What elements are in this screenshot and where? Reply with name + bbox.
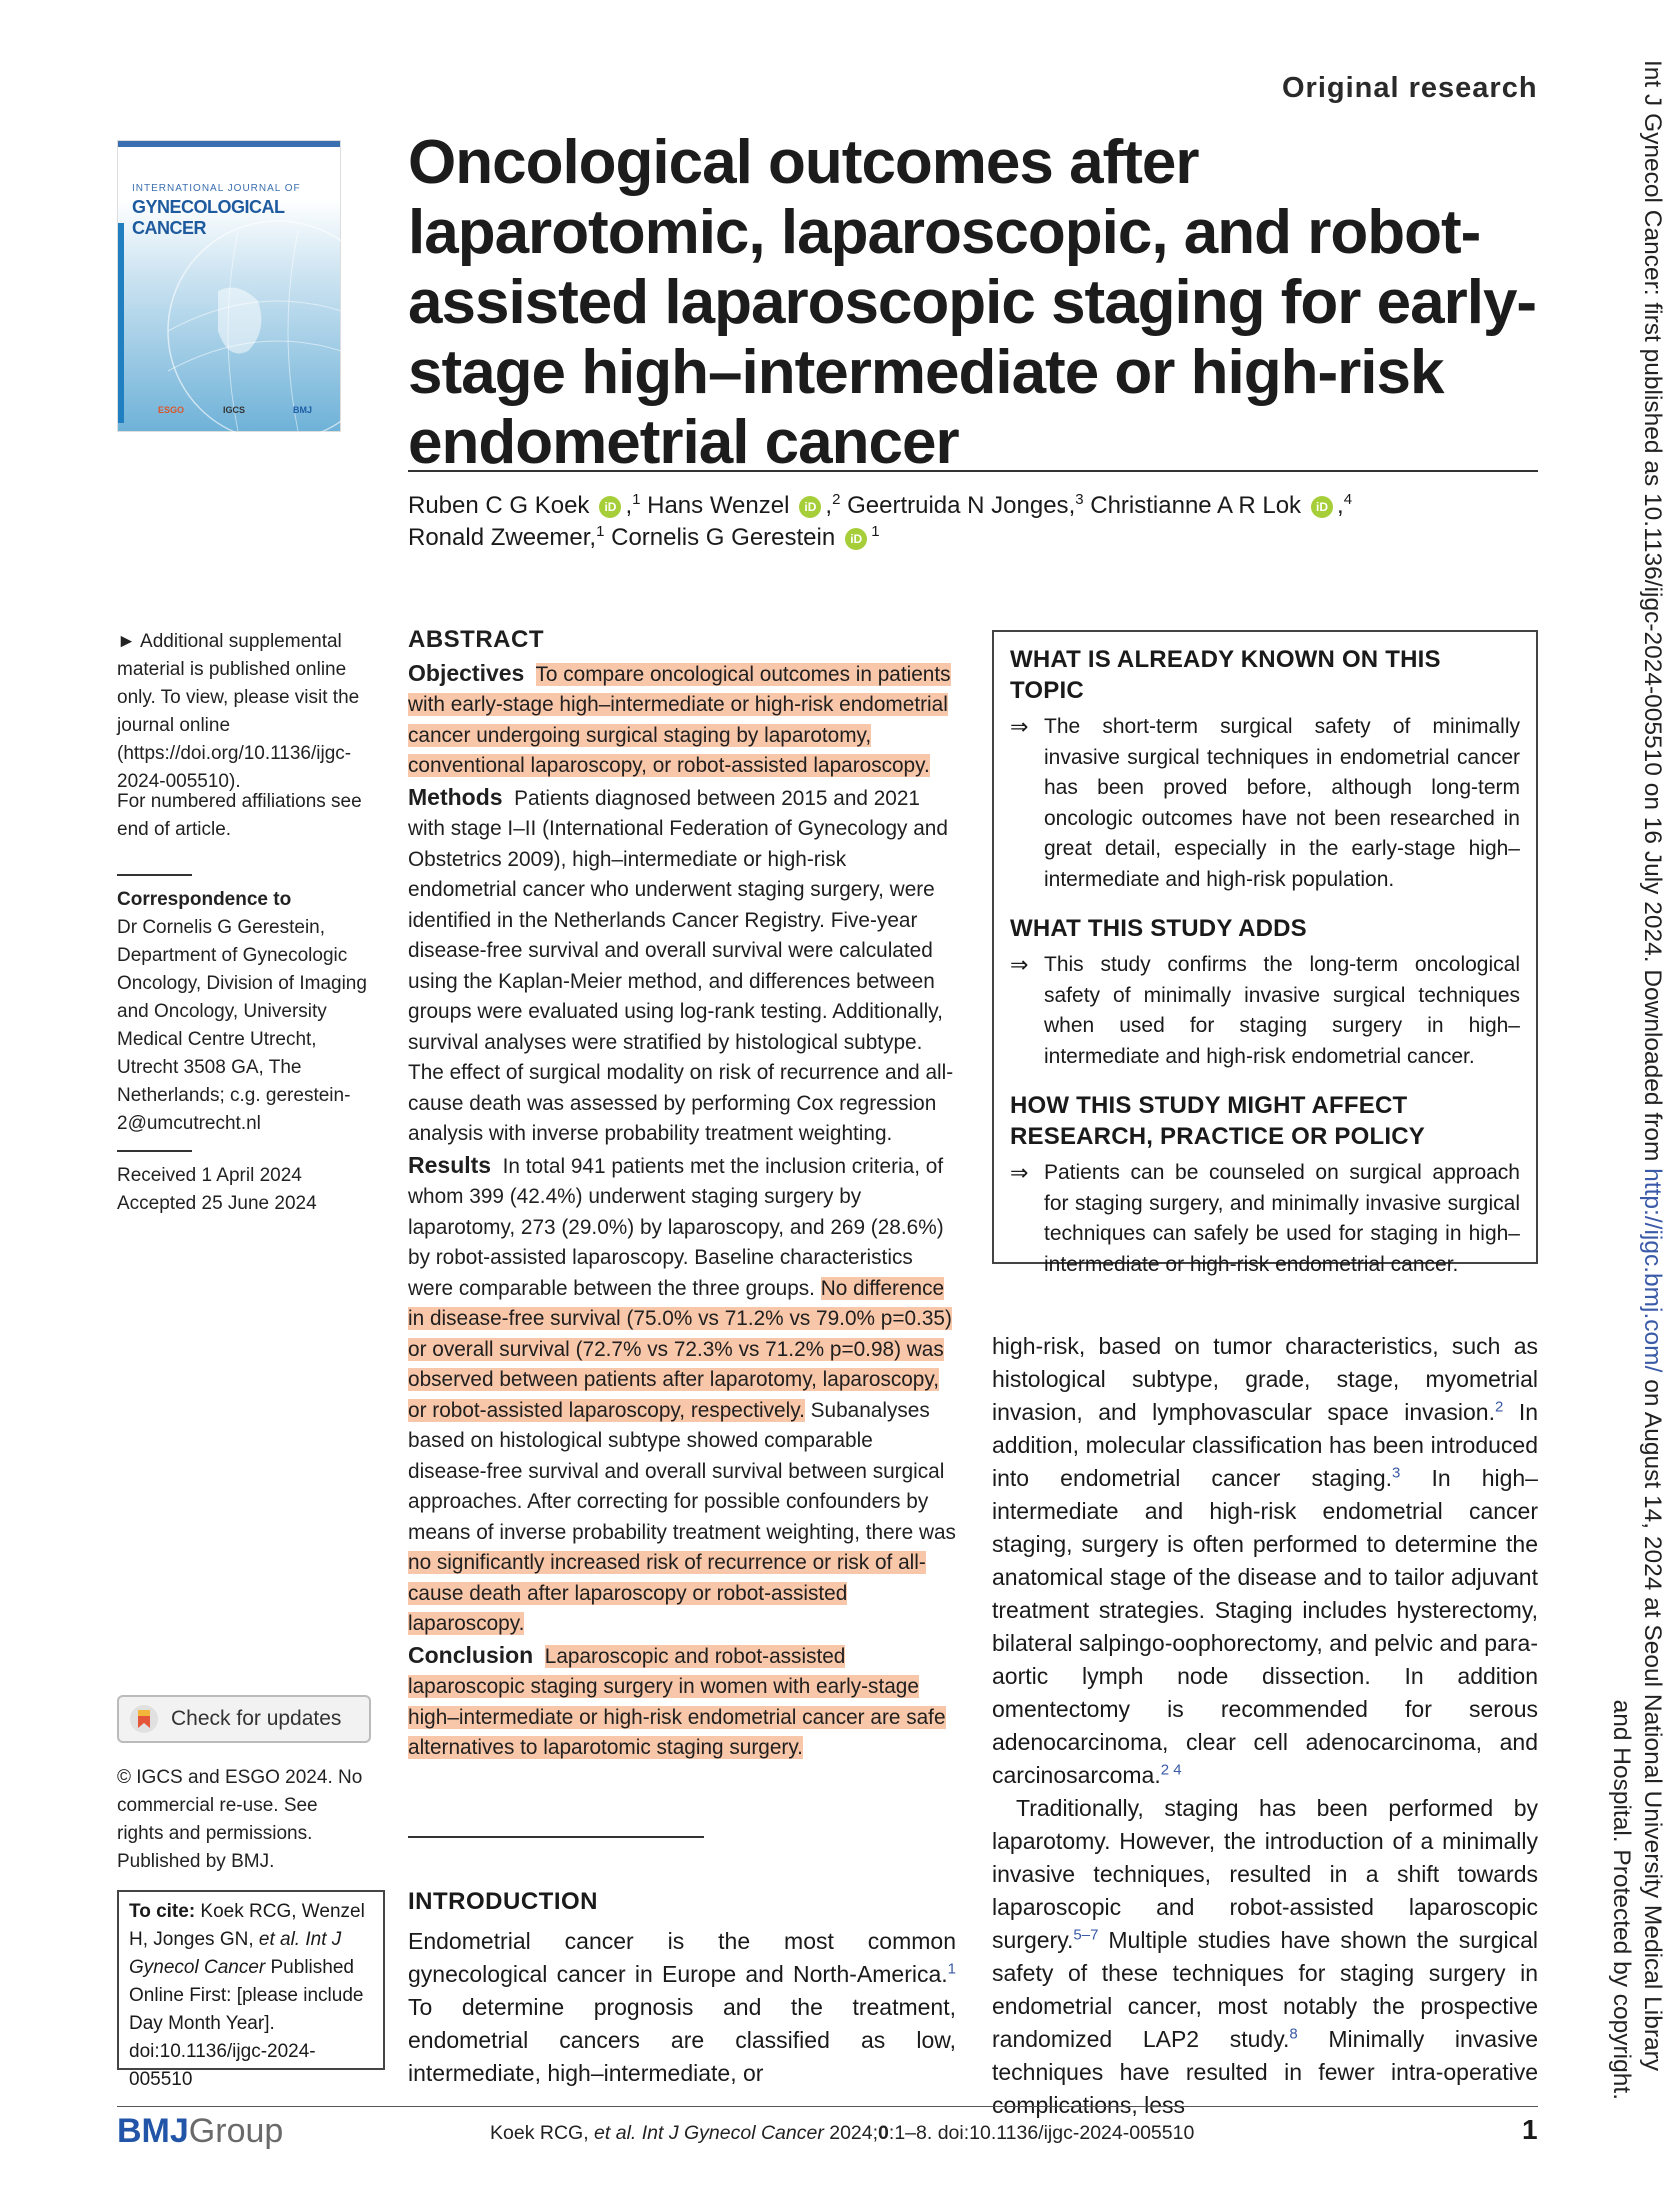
results-highlight: No difference in disease-free survival (75.0% vs 71.2% vs 79.0% p=0.35) or overall survival (72.7% vs 72.3% vs 71.2% p=0.98) was observed between patients after laparotomy, laparoscopy, or robot-assisted laparoscopy, respectively. — [408, 1276, 952, 1422]
article-title: Oncological outcomes after laparotomic, laparoscopic, and robot-assisted laparoscopic staging for early-stage high–intermediate or high-risk endometrial cancer — [408, 128, 1537, 477]
citation-link[interactable]: 8 — [1289, 2025, 1298, 2043]
copyright-note: © IGCS and ESGO 2024. No commercial re-use. See rights and permissions. Published by BMJ. — [117, 1767, 363, 1872]
footer-divider — [117, 2106, 1538, 2107]
footer-text: :1–8. doi:10.1136/ijgc-2024-005510 — [888, 2122, 1195, 2144]
abstract-methods — [408, 782, 956, 1150]
check-updates-button[interactable] — [117, 1695, 371, 1743]
results-label: Results — [408, 1151, 492, 1178]
results-text: In total 941 patients met the inclusion criteria, of whom 399 (42.4%) underwent staging surgery by laparotomy, 273 (29.0%) by laparoscopy, and 269 (28.6%) by robot-assisted laparoscopy. Baseline characteristics were comparable between the three groups. — [408, 1154, 944, 1300]
affect-item — [1010, 1158, 1520, 1280]
body-text: Multiple studies have shown the surgical safety of these techniques for staging surgery in endometrial cancer, most notably the prospective randomized LAP2 study. — [992, 1927, 1538, 2052]
page-number: 1 — [1522, 2114, 1538, 2145]
introduction-heading: INTRODUCTION — [408, 1888, 598, 1915]
cover-logo-bmj: BMJ — [293, 405, 313, 415]
known-item — [1010, 712, 1520, 895]
author-name: Cornelis G Gerestein — [611, 524, 836, 551]
objectives-label: Objectives — [408, 659, 525, 686]
author-name: Ronald Zweemer — [408, 524, 590, 551]
abstract-heading: ABSTRACT — [408, 626, 544, 653]
affiliations-note: For numbered affiliations see end of article. — [117, 791, 362, 840]
title-divider — [408, 470, 1538, 472]
citation-link[interactable]: 5–7 — [1073, 1926, 1099, 1944]
cover-logo-esgo: ESGO — [158, 405, 185, 415]
body-text: high-risk, based on tumor characteristics, such as histological subtype, grade, stage, myometrial invasion, and lymphovascular space invasion. — [992, 1333, 1538, 1425]
abstract-objectives — [408, 658, 956, 782]
cover-strip — [118, 141, 340, 147]
cite-text: Koek RCG, Wenzel H, Jonges GN, — [129, 1901, 365, 1950]
sidebar-divider — [117, 874, 192, 876]
adds-heading: WHAT THIS STUDY ADDS — [1010, 915, 1307, 942]
bmj-group-logo — [117, 2112, 283, 2151]
intro-text: Endometrial cancer is the most common gynecological cancer in Europe and North-America. — [408, 1928, 956, 1987]
correspondence-text: Dr Cornelis G Gerestein, Department of Gynecologic Oncology, Division of Imaging and Oncology, University Medical Centre Utrecht, Utrecht 3508 GA, The Netherlands; c.g. gerestein-2@umcutrecht.nl — [117, 917, 367, 1134]
author-list: Ruben C G Koek iD ,$^1$ Hans Wenzel iD ,$^2$ Geertruida N Jonges,$^3$ Christianne A R Lok iD ,$^4$ Ronald Zweemer,$^1$ Cornelis G Gerestein iD $^1$ — [408, 491, 1353, 551]
intro-text: To determine prognosis and the treatment, endometrial cancers are classified as low, intermediate, high–intermediate, or — [408, 1994, 956, 2086]
paragraph — [992, 1330, 1538, 1792]
cite-journal: et al. Int J Gynecol Cancer — [129, 1929, 342, 1978]
logo-text: Group — [188, 2112, 284, 2150]
cover-sidebar — [118, 223, 124, 423]
footer-volume: 0 — [878, 2122, 889, 2144]
objectives-text: To compare oncological outcomes in patients with early-stage high–intermediate or high-risk endometrial cancer undergoing surgical staging by laparotomy, conventional laparoscopy, or robot-assisted laparoscopy. — [408, 662, 951, 777]
correspondence-label: Correspondence to — [117, 889, 292, 910]
orcid-icon[interactable]: iD — [845, 528, 867, 550]
results-highlight: no significantly increased risk of recurrence or risk of all-cause death after laparoscopy or robot-assisted laparoscopy. — [408, 1551, 926, 1635]
footer-citation — [490, 2122, 1194, 2145]
citation-link[interactable]: 1 — [947, 1960, 956, 1978]
results-text: Subanalyses based on histological subtype showed comparable disease-free survival and overall survival between surgical approaches. After correcting for possible confounders by means of inverse probability treatment weighting, there was — [408, 1398, 956, 1544]
author-affiliation: 1 — [871, 523, 880, 540]
author-name: Ruben C G Koek — [408, 492, 590, 519]
citation-link[interactable]: 2 4 — [1160, 1761, 1182, 1779]
orcid-icon[interactable]: iD — [599, 496, 621, 518]
cite-label: To cite: — [129, 1901, 196, 1922]
body-text: In high–intermediate and high-risk endometrial cancer staging, surgery is often performed to determine the anatomical stage of the disease and to tailor adjuvant treatment strategies. Staging includes hysterectomy, bilateral salpingo-oophorectomy, and pelvic and para-aortic lymph node dissection. In addition omentectomy is recommended for serous adenocarcinoma, clear cell adenocarcinoma, and carcinosarcoma. — [992, 1465, 1538, 1788]
implies-arrow-icon: ⇒ — [1010, 1160, 1029, 1185]
author-affiliation: 4 — [1343, 491, 1353, 508]
cover-title-line2: GYNECOLOGICAL CANCER — [132, 197, 285, 238]
conclusion-label: Conclusion — [408, 1641, 534, 1668]
vertical-text-b: on August 14, 2024 at Seoul National University Medical Library — [1639, 1372, 1666, 2072]
conclusion-text: Laparoscopic and robot-assisted laparoscopic staging surgery in women with early-stage high–intermediate or high-risk endometrial cancer are safe alternatives to laparotomic staging surgery. — [408, 1644, 946, 1759]
adds-text: This study confirms the long-term oncological safety of minimally invasive surgical techniques when used for staging surgery in high–intermediate and high-risk endometrial cancer. — [1044, 953, 1520, 1068]
correspondence-block — [117, 886, 367, 1138]
journal-link[interactable]: http://ijgc.bmj.com/ — [1639, 1168, 1666, 1373]
implies-arrow-icon: ⇒ — [1010, 714, 1029, 739]
author-affiliation: 2 — [832, 491, 841, 508]
cite-text: Published Online First: [please include Day Month Year]. doi:10.1136/ijgc-2024-005510 — [129, 1957, 364, 2090]
methods-label: Methods — [408, 783, 503, 810]
journal-cover-image — [117, 140, 341, 432]
cover-title-line1: INTERNATIONAL JOURNAL OF — [132, 183, 301, 194]
section-label: Original research — [1282, 72, 1538, 104]
body-text: In addition, molecular classification has been introduced into endometrial cancer staging. — [992, 1399, 1538, 1491]
dates-block — [117, 1162, 367, 1218]
adds-item — [1010, 950, 1520, 1072]
citation-link[interactable]: 2 — [1495, 1398, 1504, 1416]
vertical-copyright-note — [1582, 60, 1668, 2140]
introduction-paragraph — [408, 1925, 956, 2090]
key-messages-box — [992, 630, 1538, 1276]
orcid-icon[interactable]: iD — [1311, 496, 1333, 518]
author-name: Christianne A R Lok — [1090, 492, 1302, 519]
bookmark-icon — [129, 1704, 159, 1734]
author-name: Hans Wenzel — [647, 492, 790, 519]
logo-text: BMJ — [117, 2112, 189, 2150]
methods-text: Patients diagnosed between 2015 and 2021 with stage I–II (International Federation of Gynecology and Obstetrics 2009), high–intermediate or high-risk endometrial cancer who underwent staging surgery, were identified in the Netherlands Cancer Registry. Five-year disease-free survival and overall survival were calculated using the Kaplan-Meier method, and differences between groups were evaluated using log-rank testing. Additionally, survival analyses were stratified by histological subtype. The effect of surgical modality on risk of recurrence and all-cause death was assessed by performing Cox regression analysis with inverse probability treatment weighting. — [408, 786, 954, 1145]
vertical-text-a: Int J Gynecol Cancer: first published as 10.1136/ijgc-2024-005510 on 16 July 2024. Downloaded from — [1639, 60, 1666, 1169]
vertical-line-1 — [1637, 60, 1668, 2140]
abstract-divider — [408, 1836, 704, 1838]
body-text: Minimally invasive techniques have resulted in fewer intra-operative complications, less — [992, 2026, 1538, 2118]
sidebar-divider — [117, 1150, 192, 1152]
implies-arrow-icon: ⇒ — [1010, 952, 1029, 977]
author-affiliation: 1 — [596, 523, 605, 540]
affect-heading: HOW THIS STUDY MIGHT AFFECT RESEARCH, PRACTICE OR POLICY — [1010, 1092, 1425, 1150]
footer-text: 2024; — [823, 2122, 879, 2144]
cite-box — [117, 1890, 385, 2090]
supplemental-note: ► Additional supplemental material is published online only. To view, please visit the journal online (https://doi.org/10.1136/ijgc-2024-005510). — [117, 631, 360, 792]
paragraph — [992, 1792, 1538, 2122]
footer-journal: et al. Int J Gynecol Cancer — [594, 2122, 824, 2144]
accepted-date: Accepted 25 June 2024 — [117, 1193, 317, 1214]
abstract — [408, 625, 956, 1764]
body-text: Traditionally, staging has been performed by laparotomy. However, the introduction of a minimally invasive techniques, resulted in a shift towards laparoscopic and robot-assisted laparoscopic surgery. — [992, 1795, 1538, 1953]
vertical-text — [1582, 60, 1668, 2140]
known-heading: WHAT IS ALREADY KNOWN ON THIS TOPIC — [1010, 646, 1441, 704]
citation-link[interactable]: 3 — [1392, 1464, 1401, 1482]
cover-logo-igcs: IGCS — [223, 405, 246, 415]
author-name: Geertruida N Jonges — [847, 492, 1069, 519]
check-updates-label: Check for updates — [171, 1707, 342, 1730]
vertical-line-2: and Hospital. Protected by copyright. — [1608, 1699, 1635, 2100]
abstract-conclusion — [408, 1640, 956, 1764]
orcid-icon[interactable]: iD — [799, 496, 821, 518]
affect-text: Patients can be counseled on surgical approach for staging surgery, and minimally invasive surgical techniques can safely be used for staging in high–intermediate or high-risk endometrial cancer. — [1044, 1161, 1520, 1276]
received-date: Received 1 April 2024 — [117, 1165, 302, 1186]
author-affiliation: 3 — [1075, 491, 1084, 508]
body-text-right — [992, 1330, 1538, 2122]
globe-graphic — [158, 231, 358, 431]
known-text: The short-term surgical safety of minimally invasive surgical techniques in endometrial cancer has been proved before, although long-term oncologic outcomes have not been researched in great detail, especially in the early-stage high–intermediate and high-risk population. — [1044, 715, 1520, 891]
author-affiliation: 1 — [632, 491, 641, 508]
footer-text: Koek RCG, — [490, 2122, 595, 2144]
abstract-results — [408, 1150, 956, 1640]
